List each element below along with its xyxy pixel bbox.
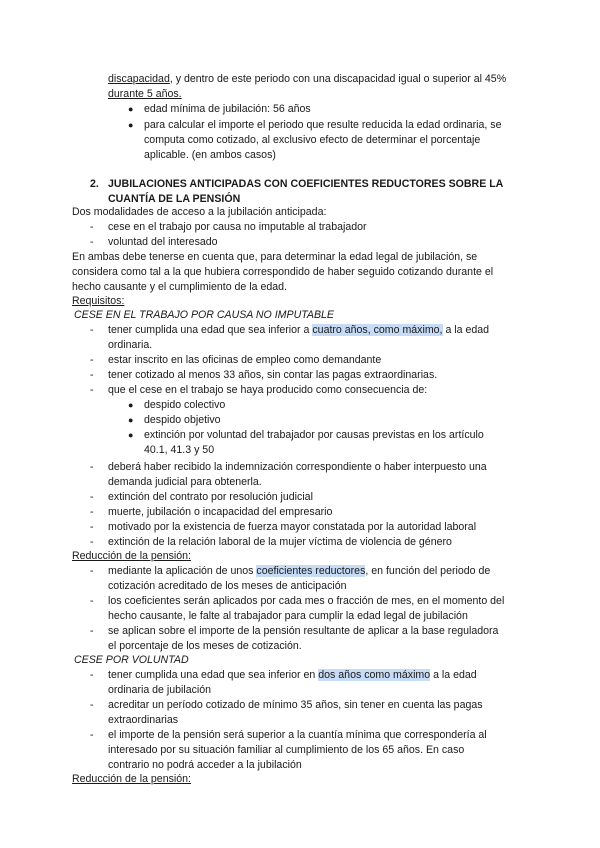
- cese-sub-1: despido colectivo: [144, 399, 226, 411]
- cese-req-2: estar inscrito en las oficinas de empleo como demandante: [108, 354, 382, 366]
- dash-marker: -: [90, 669, 94, 681]
- cese-req-1: tener cumplida una edad que sea inferior a cuatro años, como máximo, a la edad: [108, 324, 490, 336]
- cese-req-4: que el cese en el trabajo se haya producido como consecuencia de:: [108, 384, 428, 396]
- dash-marker: -: [90, 506, 94, 518]
- dash-marker: -: [90, 384, 94, 396]
- intro-link-discapacidad: discapacidad: [108, 73, 170, 85]
- voluntad-item-2-cont: extraordinarias: [108, 714, 179, 726]
- cese-sub-3-cont: 40.1, 41.3 y 50: [144, 444, 215, 456]
- ambas-line-2: considera como tal a la que hubiera correspondido de haber seguido cotizando durante el: [72, 266, 494, 278]
- bullet-icon: ●: [128, 120, 134, 130]
- intro-bullet-2-cont2: aplicable. (en ambos casos): [144, 149, 276, 161]
- highlight-dos-anos: dos años como máximo: [318, 669, 431, 681]
- dash-marker: -: [90, 221, 94, 233]
- cese-req-5-cont: demanda judicial para obtenerla.: [108, 476, 262, 488]
- cese-req-3: tener cotizado al menos 33 años, sin contar las pagas extraordinarias.: [108, 369, 438, 381]
- modalidad-1: cese en el trabajo por causa no imputable al trabajador: [108, 221, 367, 233]
- voluntad-item-2: acreditar un período cotizado de mínimo 35 años, sin tener en cuenta las pagas: [108, 699, 483, 711]
- intro-bullet-1: edad mínima de jubilación: 56 años: [144, 103, 311, 115]
- dash-marker: -: [90, 236, 94, 248]
- ambas-line-3: hecho causante y el cumplimiento de la edad.: [72, 281, 287, 293]
- voluntad-item-1: tener cumplida una edad que sea inferior en dos años como máximo a la edad: [108, 669, 477, 681]
- dash-marker: -: [90, 595, 94, 607]
- dash-marker: -: [90, 536, 94, 548]
- dash-marker: -: [90, 491, 94, 503]
- cese-req-5: deberá haber recibido la indemnización correspondiente o haber interpuesto una: [108, 461, 487, 473]
- section-title-line-2: CUANTÍA DE LA PENSIÓN: [108, 193, 241, 205]
- cese-sub-3: extinción por voluntad del trabajador por causas previstas en los artículo: [144, 429, 484, 441]
- dash-marker: -: [90, 699, 94, 711]
- cese-req-1-cont: ordinaria.: [108, 339, 153, 351]
- bullet-icon: ●: [128, 415, 134, 425]
- dash-marker: -: [90, 354, 94, 366]
- reduccion-heading-2: Reducción de la pensión:: [72, 773, 191, 785]
- cese-req-9: extinción de la relación laboral de la mujer víctima de violencia de género: [108, 536, 452, 548]
- reduccion-item-1: mediante la aplicación de unos coeficientes reductores, en función del periodo de: [108, 565, 491, 577]
- intro-bullet-2: para calcular el importe el periodo que resulte reducida la edad ordinaria, se: [144, 119, 502, 131]
- dash-marker: -: [90, 324, 94, 336]
- voluntad-item-3-cont-2: contrario no podrá acceder a la jubilación: [108, 759, 302, 771]
- reduccion-item-2: los coeficientes serán aplicados por cada mes o fracción de mes, en el momento del: [108, 595, 505, 607]
- dash-marker: -: [90, 461, 94, 473]
- dash-marker: -: [90, 521, 94, 533]
- reduccion-item-3-cont: el porcentaje de los meses de cotización.: [108, 640, 302, 652]
- voluntad-item-3: el importe de la pensión será superior a la cuantía mínima que correspondería al: [108, 729, 487, 741]
- highlight-cuatro-anos: cuatro años, como máximo,: [312, 324, 443, 336]
- bullet-icon: ●: [128, 400, 134, 410]
- intro-bullet-2-cont: computa como cotizado, al exclusivo efecto de determinar el porcentaje: [144, 134, 481, 146]
- cese-req-7: muerte, jubilación o incapacidad del empresario: [108, 506, 333, 518]
- cese-req-6: extinción del contrato por resolución judicial: [108, 491, 313, 503]
- modalidades-text: Dos modalidades de acceso a la jubilación anticipada:: [72, 206, 327, 218]
- modalidad-2: voluntad del interesado: [108, 236, 218, 248]
- highlight-coeficientes: coeficientes reductores: [256, 565, 366, 577]
- cese-heading: CESE EN EL TRABAJO POR CAUSA NO IMPUTABLE: [74, 309, 335, 321]
- requisitos-heading: Requisitos:: [72, 295, 125, 307]
- cese-sub-2: despido objetivo: [144, 414, 221, 426]
- intro-line-1: discapacidad, y dentro de este periodo con una discapacidad igual o superior al 45%: [108, 73, 507, 85]
- voluntad-heading: CESE POR VOLUNTAD: [74, 654, 189, 666]
- voluntad-item-3-cont-1: interesado por su situación familiar al cumplimiento de los 65 años. En caso: [108, 744, 465, 756]
- reduccion-item-2-cont: hecho causante, le falte al trabajador para cumplir la edad legal de jubilación: [108, 610, 468, 622]
- dash-marker: -: [90, 729, 94, 741]
- dash-marker: -: [90, 369, 94, 381]
- intro-line-2: durante 5 años.: [108, 88, 182, 100]
- dash-marker: -: [90, 625, 94, 637]
- bullet-icon: ●: [128, 430, 134, 440]
- section-title-line-1: JUBILACIONES ANTICIPADAS CON COEFICIENTES REDUCTORES SOBRE LA: [108, 178, 504, 190]
- cese-req-8: motivado por la existencia de fuerza mayor constatada por la autoridad laboral: [108, 521, 477, 533]
- bullet-icon: ●: [128, 104, 134, 114]
- reduccion-item-1-cont: cotización acreditado de los meses de anticipación: [108, 580, 347, 592]
- dash-marker: -: [90, 565, 94, 577]
- voluntad-item-1-cont: ordinaria de jubilación: [108, 684, 212, 696]
- reduccion-heading-1: Reducción de la pensión:: [72, 550, 191, 562]
- section-number: 2.: [90, 178, 99, 190]
- reduccion-item-3: se aplican sobre el importe de la pensión resultante de aplicar a la base reguladora: [108, 625, 499, 637]
- ambas-line-1: En ambas debe tenerse en cuenta que, para determinar la edad legal de jubilación, se: [72, 251, 478, 263]
